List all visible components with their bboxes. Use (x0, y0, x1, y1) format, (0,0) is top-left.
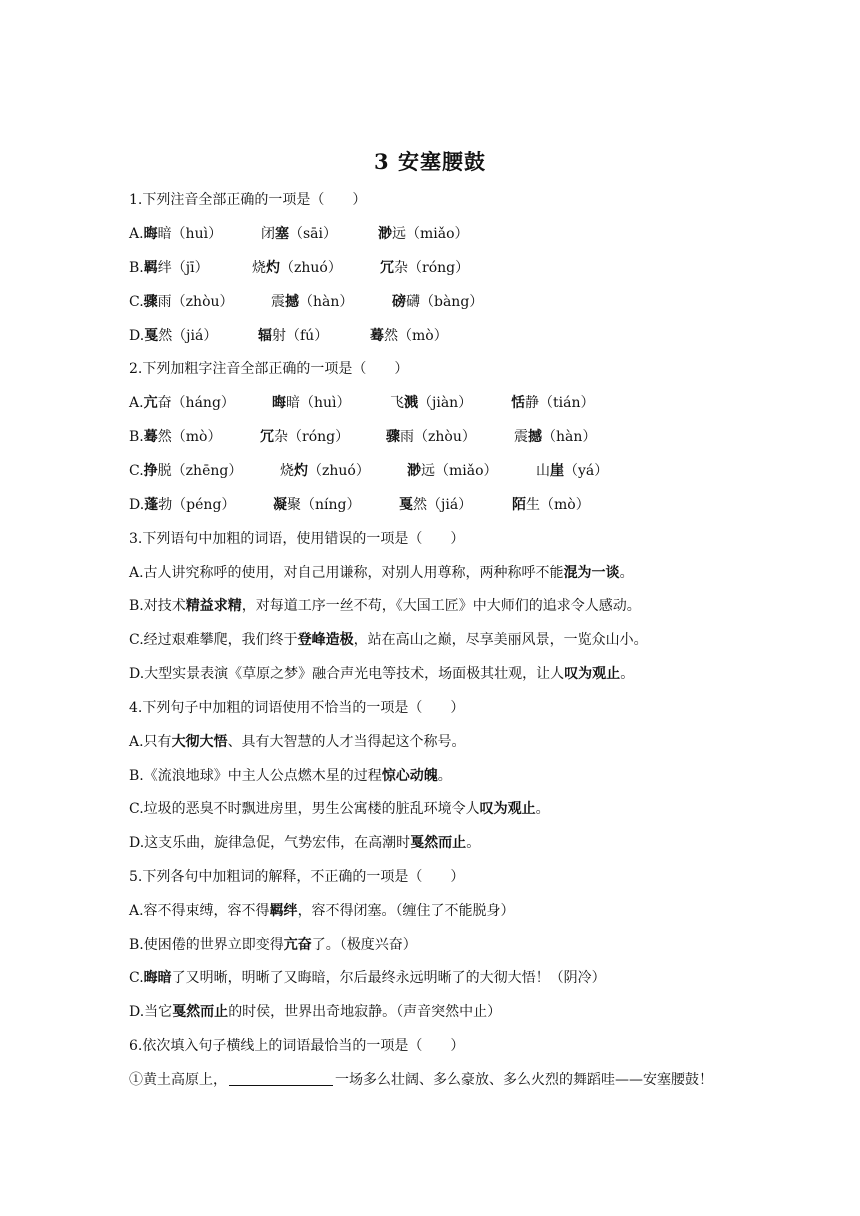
document-title: 3 安塞腰鼓 (374, 149, 486, 174)
q5-option-c: C.晦暗了又明晰，明晰了又晦暗，尔后最终永远明晰了的大彻大悟！（阴冷） (129, 970, 606, 986)
q1-option-d: D.戛然（jiá） 辐射（fú） 蓦然（mò） (129, 328, 448, 344)
q3-option-b: B.对技术精益求精，对每道工序一丝不苟，《大国工匠》中大师们的追求令人感动。 (129, 598, 641, 614)
q2-option-d: D.蓬勃（péng） 凝聚（níng） 戛然（jiá） 陌生（mò） (129, 497, 590, 513)
q5-option-a: A.容不得束缚，容不得羁绊，容不得闭塞。（缠住了不能脱身） (129, 903, 515, 919)
q1-option-b: B.羁绊（jī） 烧灼（zhuó） 冗杂（róng） (129, 260, 470, 276)
q3-option-a: A.古人讲究称呼的使用，对自己用谦称，对别人用尊称，两种称呼不能混为一谈。 (129, 565, 634, 581)
q6-stem: 6.依次填入句子横线上的词语最恰当的一项是（ ） (129, 1038, 465, 1054)
q4-option-c: C.垃圾的恶臭不时飘进房里，男生公寓楼的脏乱环境令人叹为观止。 (129, 801, 550, 817)
q2-option-b: B.蓦然（mò） 冗杂（róng） 骤雨（zhòu） 震撼（hàn） (129, 429, 597, 445)
q4-stem: 4.下列句子中加粗的词语使用不恰当的一项是（ ） (129, 700, 465, 716)
q4-option-d: D.这支乐曲，旋律急促，气势宏伟，在高潮时戛然而止。 (129, 835, 481, 851)
q1-option-a: A.晦暗（huì） 闭塞（sāi） 渺远（miǎo） (129, 226, 469, 242)
q5-option-b: B.使困倦的世界立即变得亢奋了。（极度兴奋） (129, 937, 417, 953)
q2-option-a: A.亢奋（háng） 晦暗（huì） 飞溅（jiàn） 恬静（tián） (129, 395, 595, 411)
q3-stem: 3.下列语句中加粗的词语，使用错误的一项是（ ） (129, 531, 465, 547)
q3-option-d: D.大型实景表演《草原之梦》融合声光电等技术，场面极其壮观，让人叹为观止。 (129, 666, 635, 682)
q4-option-b: B.《流浪地球》中主人公点燃木星的过程惊心动魄。 (129, 768, 452, 784)
q4-option-a: A.只有大彻大悟、具有大智慧的人才当得起这个称号。 (129, 734, 466, 750)
q3-option-c: C.经过艰难攀爬，我们终于登峰造极，站在高山之巅，尽享美丽风景，一览众山小。 (129, 632, 648, 648)
fill-in-blank[interactable] (229, 1071, 333, 1086)
q6-sentence-1: ①黄土高原上， 一场多么壮阔、多么豪放、多么火烈的舞蹈哇——安塞腰鼓！ (129, 1072, 713, 1088)
q5-stem: 5.下列各句中加粗词的解释，不正确的一项是（ ） (129, 869, 465, 885)
q2-stem: 2.下列加粗字注音全部正确的一项是（ ） (129, 361, 409, 377)
q5-option-d: D.当它戛然而止的时侯，世界出奇地寂静。（声音突然中止） (129, 1004, 502, 1020)
q1-option-c: C.骤雨（zhòu） 震撼（hàn） 磅礴（bàng） (129, 294, 484, 310)
q1-stem: 1.下列注音全部正确的一项是（ ） (129, 192, 367, 208)
q2-option-c: C.挣脱（zhēng） 烧灼（zhuó） 渺远（miǎo） 山崖（yá） (129, 463, 609, 479)
